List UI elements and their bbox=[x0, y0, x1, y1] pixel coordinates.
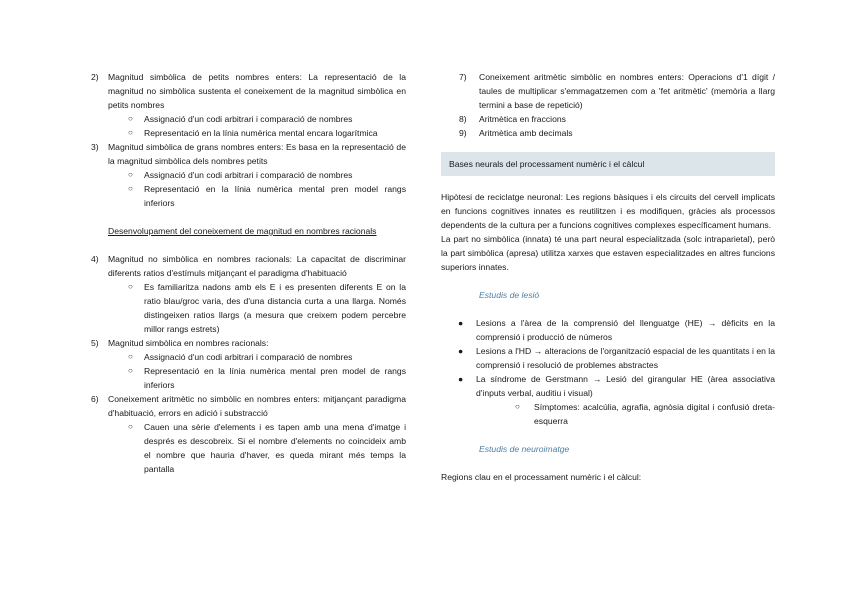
list-item-2 bbox=[88, 70, 406, 112]
list-item-3 bbox=[88, 140, 406, 168]
bullet-item: ● Lesions a l'HD → alteracions de l'organització espacial de les quantitats i en la comprensió i resolució de problemes abstractes bbox=[458, 346, 775, 370]
circle-bullet-icon: ○ bbox=[128, 352, 133, 361]
list-item-7 bbox=[441, 70, 775, 112]
item-number: 9) bbox=[459, 128, 467, 138]
paragraph-key-regions: Regions clau en el processament numèric i el càlcul: bbox=[441, 472, 642, 482]
circle-bullet-icon: ○ bbox=[515, 402, 520, 411]
sub-item: ○ Representació en la línia numèrica mental pren model rangs inferiors bbox=[128, 184, 406, 208]
right-column bbox=[441, 70, 775, 484]
sub-item: ○ Assignació d'un codi arbitrari i comparació de nombres bbox=[128, 352, 353, 362]
circle-bullet-icon: ○ bbox=[128, 170, 133, 179]
subsection-lesion-studies: Estudis de lesió bbox=[479, 290, 540, 300]
bullet-item: ● La síndrome de Gerstmann → Lesió del girangular HE (àrea associativa d'inputs verbal, auditiu i visual) bbox=[458, 374, 775, 398]
sub-bullet-item: ○ Símptomes: acalcúlia, agrafia, agnòsia digital i confusió dreta-esquerra bbox=[515, 402, 775, 426]
item-number: 3) bbox=[91, 142, 99, 152]
item-number: 7) bbox=[459, 72, 467, 82]
circle-bullet-icon: ○ bbox=[128, 114, 133, 123]
item-text: Magnitud simbòlica en nombres racionals: bbox=[108, 338, 269, 348]
dot-bullet-icon: ● bbox=[458, 346, 464, 356]
left-column bbox=[88, 70, 406, 476]
section-title-box bbox=[441, 152, 775, 176]
circle-bullet-icon: ○ bbox=[128, 282, 133, 291]
item-text: Magnitud simbòlica de grans nombres enters: Es basa en la representació de la magnitud simbòlica dels nombres petits bbox=[108, 142, 406, 166]
item-text: Aritmètica en fraccions bbox=[479, 114, 566, 124]
subsection-neuroimaging: Estudis de neuroimatge bbox=[479, 444, 570, 454]
item-number: 6) bbox=[91, 394, 99, 404]
sub-item: ○ Representació en la línia numèrica mental pren model de rangs inferiors bbox=[128, 366, 406, 390]
sub-item: ○ Cauen una sèrie d'elements i es tapen amb una mena d'imatge i després es descobreix. Si el nombre d'elements no coincideix amb el nombre que hauria d'haver, es queda mirant més temps la pantalla bbox=[128, 422, 406, 474]
item-text: Magnitud no simbòlica en nombres racionals: La capacitat de discriminar diferents ratios d'estímuls mitjançant el paradigma d'habituació bbox=[108, 254, 406, 278]
circle-bullet-icon: ○ bbox=[128, 422, 133, 431]
list-item-9 bbox=[441, 126, 775, 140]
list-item-5 bbox=[88, 336, 406, 350]
item-text: Coneixement aritmètic no simbòlic en nombres enters: mitjançant paradigma d'habituació, errors en adició i substracció bbox=[108, 394, 406, 418]
sub-item: ○ Assignació d'un codi arbitrari i comparació de nombres bbox=[128, 114, 353, 124]
item-number: 4) bbox=[91, 254, 99, 264]
sub-item: ○ Es familiaritza nadons amb els E i es presenten diferents E on la ratio blau/groc varia, des d'una distancia curta a una llarga. Només distingeixen ratios llargs (a mesura que creixem podem percebre millor rangs estrets) bbox=[128, 282, 406, 334]
section-title: Bases neurals del processament numèric i el càlcul bbox=[449, 159, 645, 169]
list-item-6 bbox=[88, 392, 406, 420]
list-item-4 bbox=[88, 252, 406, 280]
sub-item: ○ Assignació d'un codi arbitrari i comparació de nombres bbox=[128, 170, 353, 180]
item-number: 8) bbox=[459, 114, 467, 124]
list-item-8 bbox=[441, 112, 775, 126]
item-text: Aritmètica amb decimals bbox=[479, 128, 573, 138]
dot-bullet-icon: ● bbox=[458, 318, 464, 328]
item-number: 2) bbox=[91, 72, 99, 82]
item-text: Magnitud simbòlica de petits nombres enters: La representació de la magnitud no simbòlica sustenta el coneixement de la magnitud simbòlica en petits nombres bbox=[108, 72, 406, 110]
circle-bullet-icon: ○ bbox=[128, 184, 133, 193]
bullet-item: ● Lesions a l'àrea de la comprensió del llenguatge (HE) → dèficits en la comprensió i producció de números bbox=[458, 318, 775, 342]
item-text: Coneixement aritmètic simbòlic en nombres enters: Operacions d'1 dígit / taules de multiplicar s'emmagatzemen com a 'fet aritmètic' (memòria a llarg termini a base de repetició) bbox=[479, 72, 775, 110]
item-number: 5) bbox=[91, 338, 99, 348]
circle-bullet-icon: ○ bbox=[128, 366, 133, 375]
sub-item: ○ Representació en la línia numèrica mental encara logarítmica bbox=[128, 128, 378, 138]
paragraph-symbolic: La part no simbòlica (innata) té una part neural especialitzada (solc intraparietal), però la part simbòlica (apresa) utilitza xarxes que estaven especialitzades en altres funcions superiors innates. bbox=[441, 234, 775, 272]
dot-bullet-icon: ● bbox=[458, 374, 464, 384]
paragraph-hypothesis: Hipòtesi de reciclatge neuronal: Les regions bàsiques i els circuits del cervell implicats en funcions cognitives innates es reutilitzen i es modifiquen, gràcies als processos dependents de la cultura per a funcions cognitives complexes específicament humans. bbox=[441, 192, 775, 230]
section-heading: Desenvolupament del coneixement de magnitud en nombres racionals bbox=[108, 226, 377, 236]
circle-bullet-icon: ○ bbox=[128, 128, 133, 137]
